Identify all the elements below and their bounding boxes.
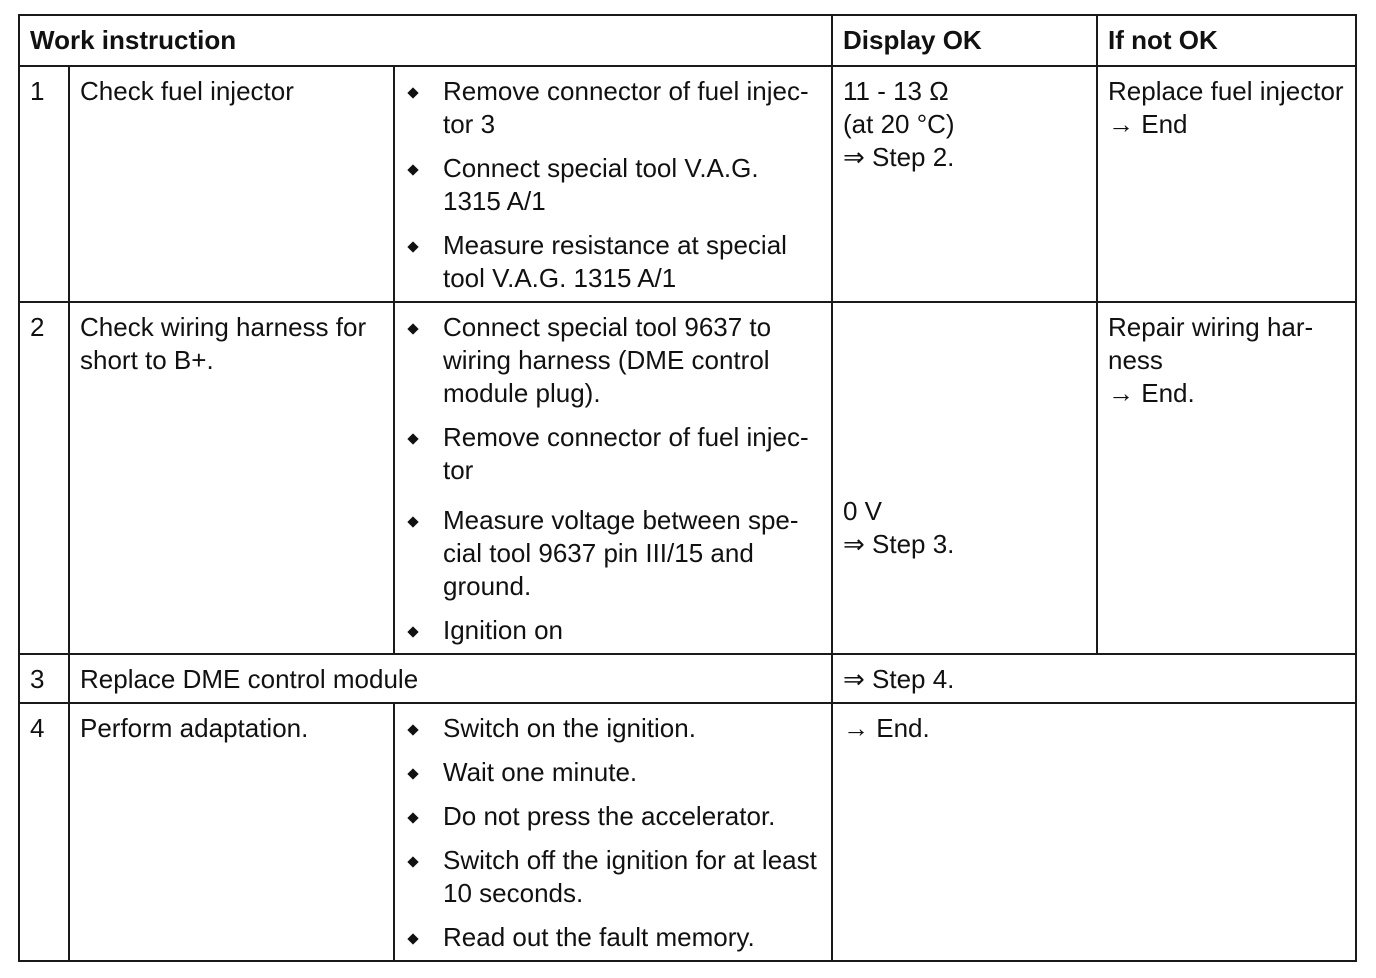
table-row	[19, 302, 1356, 654]
if-not-ok-cell	[1097, 302, 1356, 654]
list-item	[405, 229, 821, 295]
if-not-ok-line: Repair wiring har-ness	[1108, 312, 1314, 375]
list-item	[405, 712, 821, 745]
bullet-diamond-icon	[407, 164, 418, 175]
display-ok-line: 0 V	[843, 496, 883, 526]
instruction-text: Switch on the ignition.	[443, 713, 696, 743]
instruction-text: Switch off the ignition for at least 10 seconds.	[443, 845, 817, 908]
list-item	[405, 756, 821, 789]
display-ok-line: (at 20 °C)	[843, 109, 955, 139]
table-row	[19, 66, 1356, 302]
bullet-diamond-icon	[407, 768, 418, 779]
list-item	[405, 614, 821, 647]
table-row	[19, 654, 1356, 703]
display-ok-spacer	[843, 311, 1086, 495]
bullet-diamond-icon	[407, 433, 418, 444]
display-ok-cell	[832, 302, 1097, 654]
if-not-ok-line: → End.	[1108, 378, 1195, 408]
header-work-instruction: Work instruction	[19, 15, 832, 66]
step-number: 4	[19, 703, 69, 961]
work-instruction-table	[18, 14, 1357, 962]
instruction-text: Measure voltage between spe-cial tool 9637 pin III/15 and ground.	[443, 505, 799, 601]
list-item	[405, 504, 821, 603]
list-item	[405, 311, 821, 410]
step-action: Check fuel injector	[69, 66, 394, 302]
instruction-list	[405, 712, 821, 954]
instruction-text: Remove connector of fuel injec-tor	[443, 422, 809, 485]
step-instructions	[394, 302, 832, 654]
if-not-ok-line: → End	[1108, 109, 1188, 139]
instruction-text: Connect special tool V.A.G. 1315 A/1	[443, 153, 759, 216]
step-number: 1	[19, 66, 69, 302]
instruction-text: Do not press the accelerator.	[443, 801, 776, 831]
step-action: Perform adaptation.	[69, 703, 394, 961]
bullet-diamond-icon	[407, 856, 418, 867]
list-item	[405, 800, 821, 833]
bullet-diamond-icon	[407, 812, 418, 823]
work-instruction-page	[18, 14, 1355, 962]
display-ok-cell	[832, 66, 1097, 302]
display-ok-cell: ⇒ Step 4.	[832, 654, 1356, 703]
bullet-diamond-icon	[407, 323, 418, 334]
instruction-text: Connect special tool 9637 to wiring harness (DME control module plug).	[443, 312, 772, 408]
if-not-ok-cell	[1097, 66, 1356, 302]
step-number: 3	[19, 654, 69, 703]
instruction-list	[405, 75, 821, 295]
instruction-text: Measure resistance at special tool V.A.G. 1315 A/1	[443, 230, 787, 293]
display-ok-line: 11 - 13 Ω	[843, 76, 949, 106]
bullet-diamond-icon	[407, 724, 418, 735]
list-item	[405, 75, 821, 141]
table-header-row	[19, 15, 1356, 66]
instruction-text: Read out the fault memory.	[443, 922, 755, 952]
header-if-not-ok: If not OK	[1097, 15, 1356, 66]
bullet-diamond-icon	[407, 626, 418, 637]
display-ok-cell: → End.	[832, 703, 1356, 961]
list-item	[405, 844, 821, 910]
list-item	[405, 921, 821, 954]
bullet-diamond-icon	[407, 87, 418, 98]
step-action: Replace DME control module	[69, 654, 832, 703]
bullet-diamond-icon	[407, 933, 418, 944]
step-action: Check wiring harness for short to B+.	[69, 302, 394, 654]
step-number: 2	[19, 302, 69, 654]
step-instructions	[394, 66, 832, 302]
bullet-diamond-icon	[407, 516, 418, 527]
display-ok-line: ⇒ Step 2.	[843, 142, 955, 172]
header-display-ok: Display OK	[832, 15, 1097, 66]
display-ok-line: ⇒ Step 3.	[843, 529, 955, 559]
instruction-text: Remove connector of fuel injec-tor 3	[443, 76, 809, 139]
instruction-text: Ignition on	[443, 615, 563, 645]
table-row	[19, 703, 1356, 961]
step-instructions	[394, 703, 832, 961]
bullet-diamond-icon	[407, 241, 418, 252]
list-item	[405, 421, 821, 487]
list-item	[405, 152, 821, 218]
if-not-ok-line: Replace fuel injector	[1108, 76, 1344, 106]
instruction-list	[405, 311, 821, 647]
instruction-text: Wait one minute.	[443, 757, 638, 787]
